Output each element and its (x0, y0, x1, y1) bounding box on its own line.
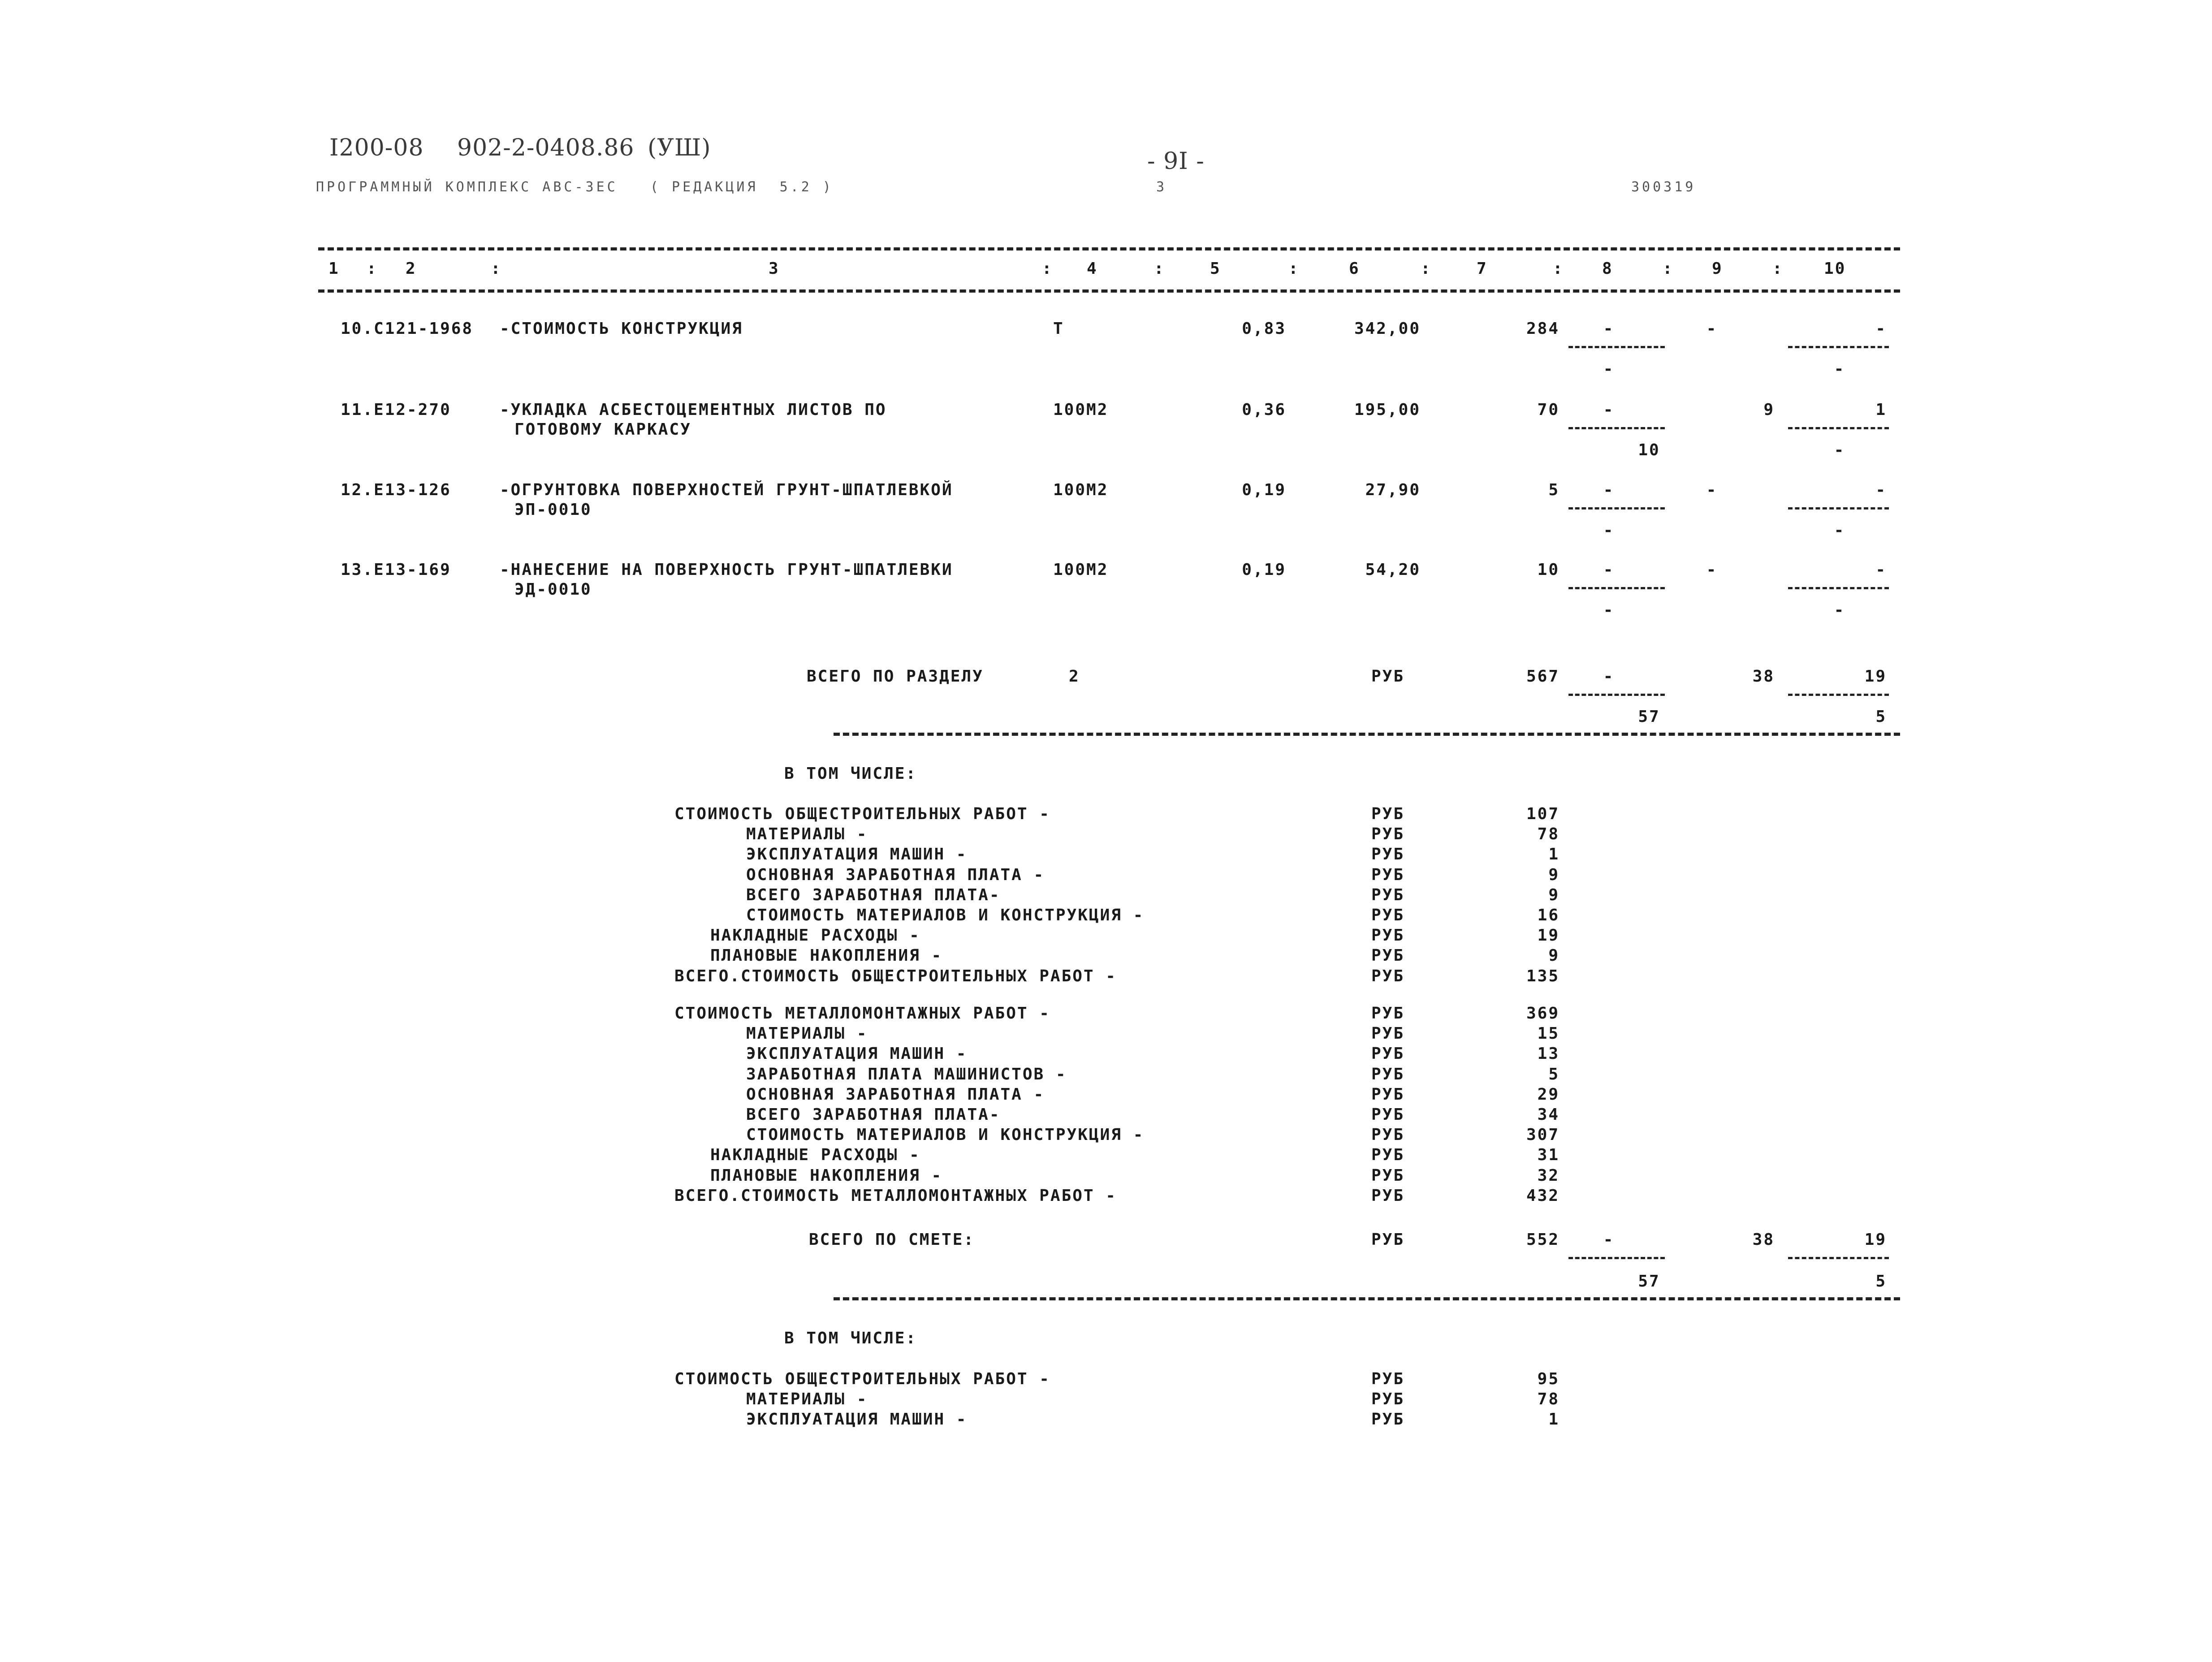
breakdown-label: СТОИМОСТЬ МАТЕРИАЛОВ И КОНСТРУКЦИЯ - (746, 1126, 1145, 1144)
column-separator: : (491, 259, 502, 278)
document-number: 300319 (1631, 179, 1696, 195)
section-total-col8-fraction-line (1568, 694, 1665, 696)
breakdown-value: 9 (1548, 885, 1560, 904)
column-number: 8 (1602, 259, 1613, 278)
column-separator: : (1042, 259, 1053, 278)
item-col10-bottom: - (1834, 601, 1845, 619)
estimate-total-col9: 38 (1752, 1230, 1775, 1249)
breakdown-value: 13 (1537, 1045, 1560, 1063)
column-number: 1 (328, 259, 340, 278)
item-quantity: 0,19 (1242, 561, 1286, 579)
item-unit-price: 195,00 (1354, 401, 1421, 419)
item-description: -ОГРУНТОВКА ПОВЕРХНОСТЕЙ ГРУНТ-ШПАТЛЕВКОЙ (500, 481, 953, 499)
section-total-col10-top: 19 (1864, 667, 1887, 686)
item-quantity: 0,36 (1242, 401, 1286, 419)
column-number: 7 (1477, 259, 1488, 278)
breakdown-label: ЭКСПЛУАТАЦИЯ МАШИН - (746, 1045, 968, 1063)
item-col8-bottom: - (1603, 521, 1615, 540)
column-separator: : (1154, 259, 1165, 278)
section-total-col10-bottom: 5 (1875, 708, 1887, 726)
item-col8-top: - (1603, 401, 1615, 419)
breakdown-currency: РУБ (1371, 1065, 1405, 1084)
item-unit: 100М2 (1053, 561, 1109, 579)
item-col9: 9 (1763, 401, 1775, 419)
estimate-total-rule (834, 1297, 1900, 1300)
column-number: 6 (1349, 259, 1360, 278)
section-total-currency: РУБ (1371, 667, 1405, 686)
breakdown-value: 107 (1526, 805, 1560, 823)
estimate-total-col10-fraction-line (1788, 1257, 1889, 1259)
table-top-rule (318, 247, 1900, 250)
breakdown-currency: РУБ (1371, 825, 1405, 844)
section-total-col8-top: - (1603, 667, 1615, 686)
estimate-total-col10-top: 19 (1864, 1230, 1887, 1249)
item-description-line2: ЭД-0010 (514, 580, 592, 599)
including-label: В ТОМ ЧИСЛЕ: (784, 764, 917, 783)
breakdown-label: ОСНОВНАЯ ЗАРАБОТНАЯ ПЛАТА - (746, 865, 1045, 884)
breakdown-value: 9 (1548, 865, 1560, 884)
item-col9: - (1706, 481, 1718, 499)
breakdown-value: 15 (1537, 1024, 1560, 1043)
item-col10-bottom: - (1834, 441, 1845, 459)
breakdown-currency: РУБ (1371, 1186, 1405, 1205)
breakdown-label: ВСЕГО ЗАРАБОТНАЯ ПЛАТА- (746, 885, 1001, 904)
breakdown-currency: РУБ (1371, 1126, 1405, 1144)
breakdown-currency: РУБ (1371, 885, 1405, 904)
item-unit-price: 27,90 (1365, 481, 1421, 499)
column-number: 10 (1824, 259, 1846, 278)
estimate-total-col8-top: - (1603, 1230, 1615, 1249)
section-total-value: 567 (1526, 667, 1560, 686)
item-col8-top: - (1603, 561, 1615, 579)
breakdown-currency: РУБ (1371, 946, 1405, 965)
breakdown-label: ОСНОВНАЯ ЗАРАБОТНАЯ ПЛАТА - (746, 1085, 1045, 1104)
breakdown-currency: РУБ (1371, 1024, 1405, 1043)
breakdown-label: СТОИМОСТЬ МАТЕРИАЛОВ И КОНСТРУКЦИЯ - (746, 906, 1145, 924)
breakdown-value: 5 (1548, 1065, 1560, 1084)
item-col8-bottom: 10 (1638, 441, 1660, 459)
estimate-total-col8-fraction-line (1568, 1257, 1665, 1259)
item-description-line2: ЭП-0010 (514, 501, 592, 519)
item-description: -УКЛАДКА АСБЕСТОЦЕМЕНТНЫХ ЛИСТОВ ПО (500, 401, 887, 419)
item-total: 70 (1537, 401, 1560, 419)
column-separator: : (1663, 259, 1674, 278)
breakdown-value: 1 (1548, 1410, 1560, 1429)
item-quantity: 0,83 (1242, 319, 1286, 338)
item-col10-fraction-line (1788, 427, 1889, 429)
breakdown-label: СТОИМОСТЬ МЕТАЛЛОМОНТАЖНЫХ РАБОТ - (674, 1004, 1050, 1023)
column-number: 9 (1712, 259, 1723, 278)
page-number: - 9I - (1147, 148, 1205, 175)
item-col8-top: - (1603, 481, 1615, 499)
column-number: 4 (1087, 259, 1098, 278)
column-separator: : (1772, 259, 1784, 278)
item-col8-fraction-line (1568, 587, 1665, 589)
breakdown-label: ЗАРАБОТНАЯ ПЛАТА МАШИНИСТОВ - (746, 1065, 1067, 1084)
breakdown-value: 34 (1537, 1105, 1560, 1124)
breakdown-label: ПЛАНОВЫЕ НАКОПЛЕНИЯ - (710, 1166, 943, 1185)
item-unit-price: 342,00 (1354, 319, 1421, 338)
including-label-2: В ТОМ ЧИСЛЕ: (784, 1329, 917, 1347)
item-unit: Т (1053, 319, 1064, 338)
breakdown-value: 95 (1537, 1370, 1560, 1388)
item-unit: 100М2 (1053, 401, 1109, 419)
breakdown-value: 19 (1537, 926, 1560, 945)
breakdown-label: ВСЕГО.СТОИМОСТЬ ОБЩЕСТРОИТЕЛЬНЫХ РАБОТ - (674, 967, 1117, 985)
item-description-line2: ГОТОВОМУ КАРКАСУ (514, 420, 691, 439)
section-total-col9: 38 (1752, 667, 1775, 686)
program-line: ПРОГРАММНЫЙ КОМПЛЕКС АВС-3ЕС ( РЕДАКЦИЯ 5.2 ) (316, 179, 834, 195)
breakdown-currency: РУБ (1371, 1370, 1405, 1388)
item-code: 12.Е13-126 (341, 481, 451, 499)
breakdown-currency: РУБ (1371, 1004, 1405, 1023)
item-col10-top: - (1875, 561, 1887, 579)
breakdown-currency: РУБ (1371, 845, 1405, 864)
item-description: -СТОИМОСТЬ КОНСТРУКЦИЯ (500, 319, 743, 338)
breakdown-currency: РУБ (1371, 1085, 1405, 1104)
estimate-total-value: 552 (1526, 1230, 1560, 1249)
breakdown-value: 9 (1548, 946, 1560, 965)
breakdown-currency: РУБ (1371, 805, 1405, 823)
project-code: 902-2-0408.86 (457, 134, 635, 161)
item-col10-top: - (1875, 481, 1887, 499)
column-number: 3 (769, 259, 780, 278)
item-col8-bottom: - (1603, 601, 1615, 619)
breakdown-label: НАКЛАДНЫЕ РАСХОДЫ - (710, 926, 920, 945)
section-number: 2 (1069, 667, 1080, 686)
item-code: 13.Е13-169 (341, 561, 451, 579)
item-quantity: 0,19 (1242, 481, 1286, 499)
breakdown-currency: РУБ (1371, 1166, 1405, 1185)
breakdown-value: 307 (1526, 1126, 1560, 1144)
breakdown-value: 432 (1526, 1186, 1560, 1205)
breakdown-value: 369 (1526, 1004, 1560, 1023)
section-total-rule (834, 733, 1900, 736)
breakdown-currency: РУБ (1371, 1105, 1405, 1124)
breakdown-value: 135 (1526, 967, 1560, 985)
breakdown-currency: РУБ (1371, 1146, 1405, 1165)
item-col10-bottom: - (1834, 360, 1845, 378)
item-unit: 100М2 (1053, 481, 1109, 499)
item-col10-top: 1 (1875, 401, 1887, 419)
breakdown-currency: РУБ (1371, 865, 1405, 884)
item-col10-bottom: - (1834, 521, 1845, 540)
item-col9: - (1706, 319, 1718, 338)
sheet-number: 3 (1156, 179, 1167, 195)
item-total: 10 (1537, 561, 1560, 579)
breakdown-label: МАТЕРИАЛЫ - (746, 825, 868, 844)
column-separator: : (1288, 259, 1300, 278)
breakdown-currency: РУБ (1371, 1390, 1405, 1409)
breakdown-currency: РУБ (1371, 967, 1405, 985)
column-separator: : (1553, 259, 1564, 278)
estimate-total-label: ВСЕГО ПО СМЕТЕ: (809, 1230, 975, 1249)
column-separator: : (367, 259, 378, 278)
item-code: 11.Е12-270 (341, 401, 451, 419)
breakdown-value: 78 (1537, 825, 1560, 844)
breakdown-value: 16 (1537, 906, 1560, 924)
item-col9: - (1706, 561, 1718, 579)
item-col8-fraction-line (1568, 346, 1665, 348)
breakdown-value: 31 (1537, 1146, 1560, 1165)
item-col8-fraction-line (1568, 427, 1665, 429)
section-total-col8-bottom: 57 (1638, 708, 1660, 726)
section-total-col10-fraction-line (1788, 694, 1889, 696)
estimate-total-currency: РУБ (1371, 1230, 1405, 1249)
column-header-rule (318, 289, 1900, 293)
item-col8-top: - (1603, 319, 1615, 338)
breakdown-label: ВСЕГО.СТОИМОСТЬ МЕТАЛЛОМОНТАЖНЫХ РАБОТ - (674, 1186, 1117, 1205)
estimate-total-col8-bottom: 57 (1638, 1272, 1660, 1291)
breakdown-currency: РУБ (1371, 926, 1405, 945)
item-unit-price: 54,20 (1365, 561, 1421, 579)
breakdown-value: 32 (1537, 1166, 1560, 1185)
column-separator: : (1421, 259, 1432, 278)
item-col8-fraction-line (1568, 507, 1665, 509)
breakdown-currency: РУБ (1371, 1045, 1405, 1063)
item-col10-fraction-line (1788, 507, 1889, 509)
project-mark: (УШ) (648, 134, 711, 161)
breakdown-currency: РУБ (1371, 1410, 1405, 1429)
breakdown-value: 78 (1537, 1390, 1560, 1409)
breakdown-value: 29 (1537, 1085, 1560, 1104)
item-code: 10.С121-1968 (341, 319, 474, 338)
breakdown-label: ПЛАНОВЫЕ НАКОПЛЕНИЯ - (710, 946, 943, 965)
breakdown-label: ЭКСПЛУАТАЦИЯ МАШИН - (746, 845, 968, 864)
breakdown-label: МАТЕРИАЛЫ - (746, 1390, 868, 1409)
breakdown-label: МАТЕРИАЛЫ - (746, 1024, 868, 1043)
breakdown-label: СТОИМОСТЬ ОБЩЕСТРОИТЕЛЬНЫХ РАБОТ - (674, 805, 1050, 823)
breakdown-label: НАКЛАДНЫЕ РАСХОДЫ - (710, 1146, 920, 1165)
doc-code: I200-08 (329, 134, 424, 161)
item-col10-top: - (1875, 319, 1887, 338)
item-col10-fraction-line (1788, 587, 1889, 589)
breakdown-label: ВСЕГО ЗАРАБОТНАЯ ПЛАТА- (746, 1105, 1001, 1124)
item-col8-bottom: - (1603, 360, 1615, 378)
breakdown-label: СТОИМОСТЬ ОБЩЕСТРОИТЕЛЬНЫХ РАБОТ - (674, 1370, 1050, 1388)
item-description: -НАНЕСЕНИЕ НА ПОВЕРХНОСТЬ ГРУНТ-ШПАТЛЕВКИ (500, 561, 953, 579)
column-number: 2 (406, 259, 417, 278)
estimate-total-col10-bottom: 5 (1875, 1272, 1887, 1291)
item-col10-fraction-line (1788, 346, 1889, 348)
breakdown-value: 1 (1548, 845, 1560, 864)
item-total: 5 (1548, 481, 1560, 499)
breakdown-label: ЭКСПЛУАТАЦИЯ МАШИН - (746, 1410, 968, 1429)
breakdown-currency: РУБ (1371, 906, 1405, 924)
column-number: 5 (1210, 259, 1221, 278)
item-total: 284 (1526, 319, 1560, 338)
section-total-label: ВСЕГО ПО РАЗДЕЛУ (807, 667, 984, 686)
